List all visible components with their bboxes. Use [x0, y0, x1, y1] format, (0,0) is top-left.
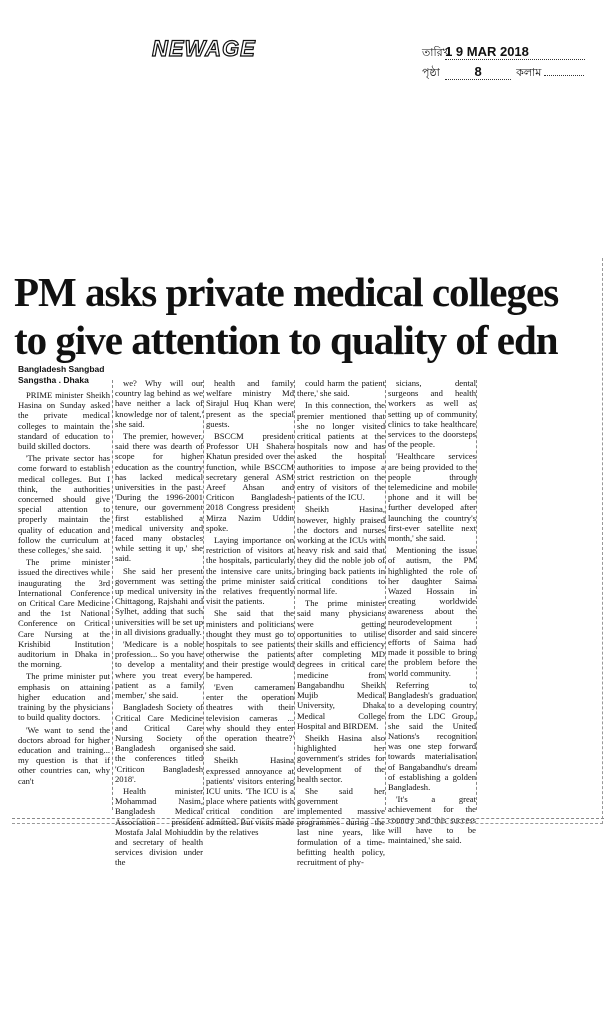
column-divider [476, 380, 477, 810]
article-paragraph: Health minister Mohammad Nasim, Bangladesh Medical Association president Mostafa Jalal Mohiuddin and secretary of health services division under the [115, 785, 203, 868]
article-paragraph: we? Why will our country lag behind as we have neither a lack of knowledge nor of talent,' she said. [115, 378, 203, 429]
article-paragraph: Mentioning the issue of autism, the PM highlighted the role of her daughter Saima Wazed Hossain in creating worldwide awareness about the neurodevelopment disorder and said sincere efforts of Saima had made it possible to bring the problem before the world community. [388, 545, 476, 678]
article-paragraph: In this connection, the premier mentioned that she no longer visited critical patients at the hospitals now and has asked the hospital authorities to impose a strict restriction on the entry of visitors of the patients of the ICU. [297, 400, 385, 503]
article-paragraph: The premier, however, said there was dearth of scope for higher education as the country has lacked medical universities in the past. 'During the 1996-2001 tenure, our government first established a medical university and faced many obstacles while setting it up,' she said. [115, 431, 203, 564]
article-paragraph: The prime minister said many physicians were getting opportunities to utilise their skills and efficiency after completing MD degrees in critical care medicine from Bangabandhu Sheikh Mujib Medical University, Dhaka Medical College Hospital and BIRDEM. [297, 598, 385, 731]
byline-place: Sangstha . Dhaka [18, 375, 89, 385]
newspaper-masthead: NEWAGE [152, 36, 256, 61]
stamp-page-value: 8 [445, 64, 511, 80]
article-paragraph: She said her present government was setting up medical university in Chittagong, Rajshahi and Sylhet, adding that such universities will be set up in all divisions gradually. [115, 565, 203, 637]
article-paragraph: Referring to Bangladesh's graduation to a developing country from the LDC Group, she said the United Nations's recognition was one step forward towards materialisation of Bangabandhu's dream of establishing a golden Bangladesh. [388, 679, 476, 792]
stamp-column-label: কলাম [516, 67, 542, 79]
article-paragraph: Sheikh Hasina also highlighted her government's strides for development of the health sector. [297, 732, 385, 784]
article-paragraph: health and family welfare ministry Md Sirajul Huq Khan were present as the special guests. [206, 378, 294, 429]
article-paragraph: The prime minister put emphasis on attaining higher education and training by the physicians to build quality doctors. [18, 671, 110, 723]
article-column-4 [297, 378, 385, 870]
headline-line-1: PM asks private medical colleges [14, 269, 559, 315]
stamp-page-label: পৃষ্ঠা [422, 67, 440, 79]
clipping-bottom-edge [12, 818, 604, 819]
article-paragraph: could harm the patient there,' she said. [297, 378, 385, 399]
stamp-column-value [544, 75, 584, 76]
article-paragraph: 'Even cameramen enter the operation theatres with their television cameras ... why should they enter the operation theatre?' she said. [206, 681, 294, 754]
article-paragraph: 'Healthcare services are being provided to the people through telemedicine and mobile phone and it will be further developed after launching the country's first-ever satellite next month,' she said. [388, 451, 476, 544]
article-paragraph: sicians, dental surgeons and health workers as well as setting up of community clinics to take healthcare services to the doorsteps of the people. [388, 378, 476, 450]
stamp-date-value: 1 9 MAR 2018 [445, 44, 585, 60]
stamp-date-row [422, 44, 585, 62]
date-page-stamp [414, 38, 589, 84]
article-paragraph: Sheikh Hasina expressed annoyance at patients' visitors entering ICU units. 'The ICU is a place where patients with critical condition are admitted. But visits made by the relatives [206, 755, 294, 837]
article-column-1 [18, 390, 110, 788]
article-headline [14, 268, 604, 364]
article-paragraph: Laying importance on restriction of visitors at the hospitals, particularly the intensive care units, the prime minister said the relatives frequently visit the patients. [206, 535, 294, 607]
article-byline [18, 364, 104, 386]
article-paragraph: She said that the ministers and politicians thought they must go to hospitals to see patients otherwise the patients and their prestige would be hampered. [206, 608, 294, 680]
article-column-5 [388, 378, 476, 847]
article-paragraph: Sheikh Hasina, however, highly praised the doctors and nurses working at the ICUs with heavy risk and said that they did the noble job of bringing back patients in critical conditions to normal life. [297, 504, 385, 597]
article-column-3 [206, 378, 294, 839]
article-paragraph: 'The private sector has come forward to establish medical colleges. But I think, the authorities concerned should give special attention to properly maintain the quality of education and follow the curriculum at these colleges,' she said. [18, 453, 110, 556]
stamp-page-row [422, 64, 584, 82]
article-paragraph: PRIME minister Sheikh Hasina on Sunday asked the private medical colleges to maintain the standard of education to build skilled doctors. [18, 390, 110, 452]
article-paragraph: BSCCM president Professor UH Shahera Khatun presided over the function, while BSCCM secretary general ASM Areef Ahsan and Criticon Bangladesh-2018 Congress president Mirza Nazim Uddin spoke. [206, 431, 294, 533]
article-paragraph: She said her government implemented massive programmes during the last nine years, like formulation of a time-befitting health policy, recruitment of phy- [297, 785, 385, 868]
column-divider [203, 380, 204, 810]
stamp-date-label: তারিখ [422, 47, 450, 59]
article-paragraph: The prime minister issued the directives while inaugurating the 3rd International Conference on Critical Care Medicine and the 1st National Conference on Critical Care Nursing at the Krishibid Institution auditorium in Dhaka in the morning. [18, 557, 110, 670]
article-paragraph: 'We want to send the doctors abroad for higher education and training... my question is that if other countries can, why can't [18, 724, 110, 786]
column-divider [294, 380, 295, 810]
article-paragraph: 'It's a great achievement for the country and this success will have to be maintained,' she said. [388, 794, 476, 845]
article-paragraph: Bangladesh Society of Critical Care Medicine and Critical Care Nursing Society of Bangladesh organised the conferences titled 'Criticon Bangladesh 2018'. [115, 702, 203, 784]
column-divider [112, 380, 113, 810]
article-column-2 [115, 378, 203, 870]
headline-line-2: to give attention to quality of edn [14, 317, 558, 363]
article-paragraph: 'Medicare is a noble profession... So you have to develop a mentality where you treat every patient as a family member,' she said. [115, 639, 203, 701]
column-divider [385, 380, 386, 810]
byline-source: Bangladesh Sangbad [18, 364, 105, 374]
